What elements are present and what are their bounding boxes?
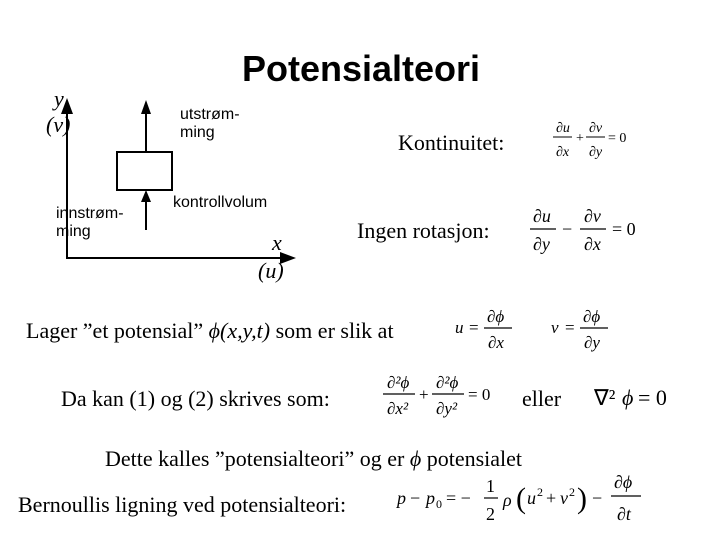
svg-text:∂x: ∂x [556, 145, 570, 160]
x-axis-variable: (u) [258, 258, 284, 283]
bernoulli-equation [395, 472, 641, 524]
outflow-arrowhead [141, 100, 151, 114]
svg-text:−: − [562, 219, 573, 239]
svg-text:= 0: = 0 [638, 385, 667, 410]
called-line [105, 446, 522, 472]
svg-text:∂²ϕ: ∂²ϕ [436, 373, 459, 392]
svg-text:1: 1 [486, 476, 495, 496]
svg-text:v: v [560, 488, 568, 508]
svg-text:∂y: ∂y [584, 333, 600, 352]
v-definition-equation [551, 307, 608, 352]
svg-text:u: u [527, 488, 536, 508]
y-axis-label: y [54, 86, 64, 111]
potential-intro-line [26, 318, 394, 344]
potential-suffix: som er slik at [275, 318, 394, 343]
laplacian-equation [593, 385, 667, 410]
svg-text:∂²ϕ: ∂²ϕ [387, 373, 410, 392]
svg-text:2: 2 [486, 504, 495, 524]
page-title: Potensialteori [242, 48, 481, 89]
outflow-label: utstrøm- ming [180, 106, 240, 141]
control-volume-box [117, 152, 172, 190]
svg-text:2: 2 [569, 485, 575, 499]
continuity-label: Kontinuitet: [398, 130, 505, 155]
svg-text:∂ϕ: ∂ϕ [583, 307, 601, 326]
svg-text:∂t: ∂t [617, 504, 631, 524]
control-volume-label: kontrollvolum [173, 194, 268, 211]
svg-text:= 0: = 0 [608, 131, 627, 146]
svg-text:2: 2 [537, 485, 543, 499]
svg-text:∂x: ∂x [488, 333, 504, 352]
potential-symbol: ϕ [208, 318, 221, 343]
bernoulli-label: Bernoullis ligning ved potensialteori: [18, 492, 347, 517]
x-axis-label: x [272, 230, 282, 255]
svg-text:0: 0 [436, 497, 442, 511]
called-suffix: potensialet [426, 446, 523, 471]
svg-text:∂y: ∂y [589, 145, 603, 160]
svg-text:p: p [426, 488, 435, 508]
svg-text:−: − [592, 488, 603, 508]
y-axis-variable: (v) [46, 112, 71, 137]
svg-text:=: = [469, 318, 479, 337]
rewrite-label: Da kan (1) og (2) skrives som: [61, 386, 330, 411]
or-label: eller [522, 386, 562, 411]
svg-text:ρ: ρ [503, 490, 512, 510]
svg-text:∂ϕ: ∂ϕ [614, 472, 633, 492]
svg-text:= 0: = 0 [468, 385, 491, 404]
svg-text:= 0: = 0 [612, 219, 636, 239]
svg-text:ϕ: ϕ [622, 385, 634, 410]
svg-text:p: p [397, 488, 406, 508]
called-prefix: Dette kalles ”potensialteori” og er [105, 446, 405, 471]
svg-text:∂x²: ∂x² [387, 399, 409, 418]
svg-text:): ) [577, 482, 587, 515]
svg-text:u: u [455, 318, 464, 337]
svg-text:v: v [551, 318, 559, 337]
svg-text:+: + [576, 131, 584, 146]
svg-text:+: + [546, 488, 557, 508]
potential-prefix: Lager ”et potensial” [26, 318, 204, 343]
inflow-arrowhead [141, 190, 151, 202]
potential-symbol-2: ϕ [409, 446, 422, 471]
svg-text:∂v: ∂v [589, 121, 603, 136]
svg-text:∂ϕ: ∂ϕ [487, 307, 505, 326]
svg-text:(: ( [516, 482, 526, 515]
potential-args: (x,y,t) [220, 318, 271, 343]
inflow-label: innstrøm- ming [56, 205, 124, 240]
svg-text:∂u: ∂u [533, 206, 551, 226]
svg-text:∂y: ∂y [533, 234, 550, 254]
continuity-equation [553, 121, 626, 160]
svg-text:∂x: ∂x [584, 234, 601, 254]
svg-text:∂y²: ∂y² [436, 399, 458, 418]
irrotational-label: Ingen rotasjon: [357, 218, 490, 243]
u-definition-equation [455, 307, 512, 352]
irrotational-equation [530, 206, 636, 254]
svg-text:−: − [410, 488, 421, 508]
svg-text:+: + [419, 385, 429, 404]
svg-text:∂u: ∂u [556, 121, 570, 136]
svg-text:∂v: ∂v [584, 206, 601, 226]
laplace-equation [383, 373, 490, 418]
svg-text:=: = [565, 318, 575, 337]
svg-text:∇²: ∇² [594, 385, 616, 410]
svg-text:= −: = − [446, 488, 471, 508]
